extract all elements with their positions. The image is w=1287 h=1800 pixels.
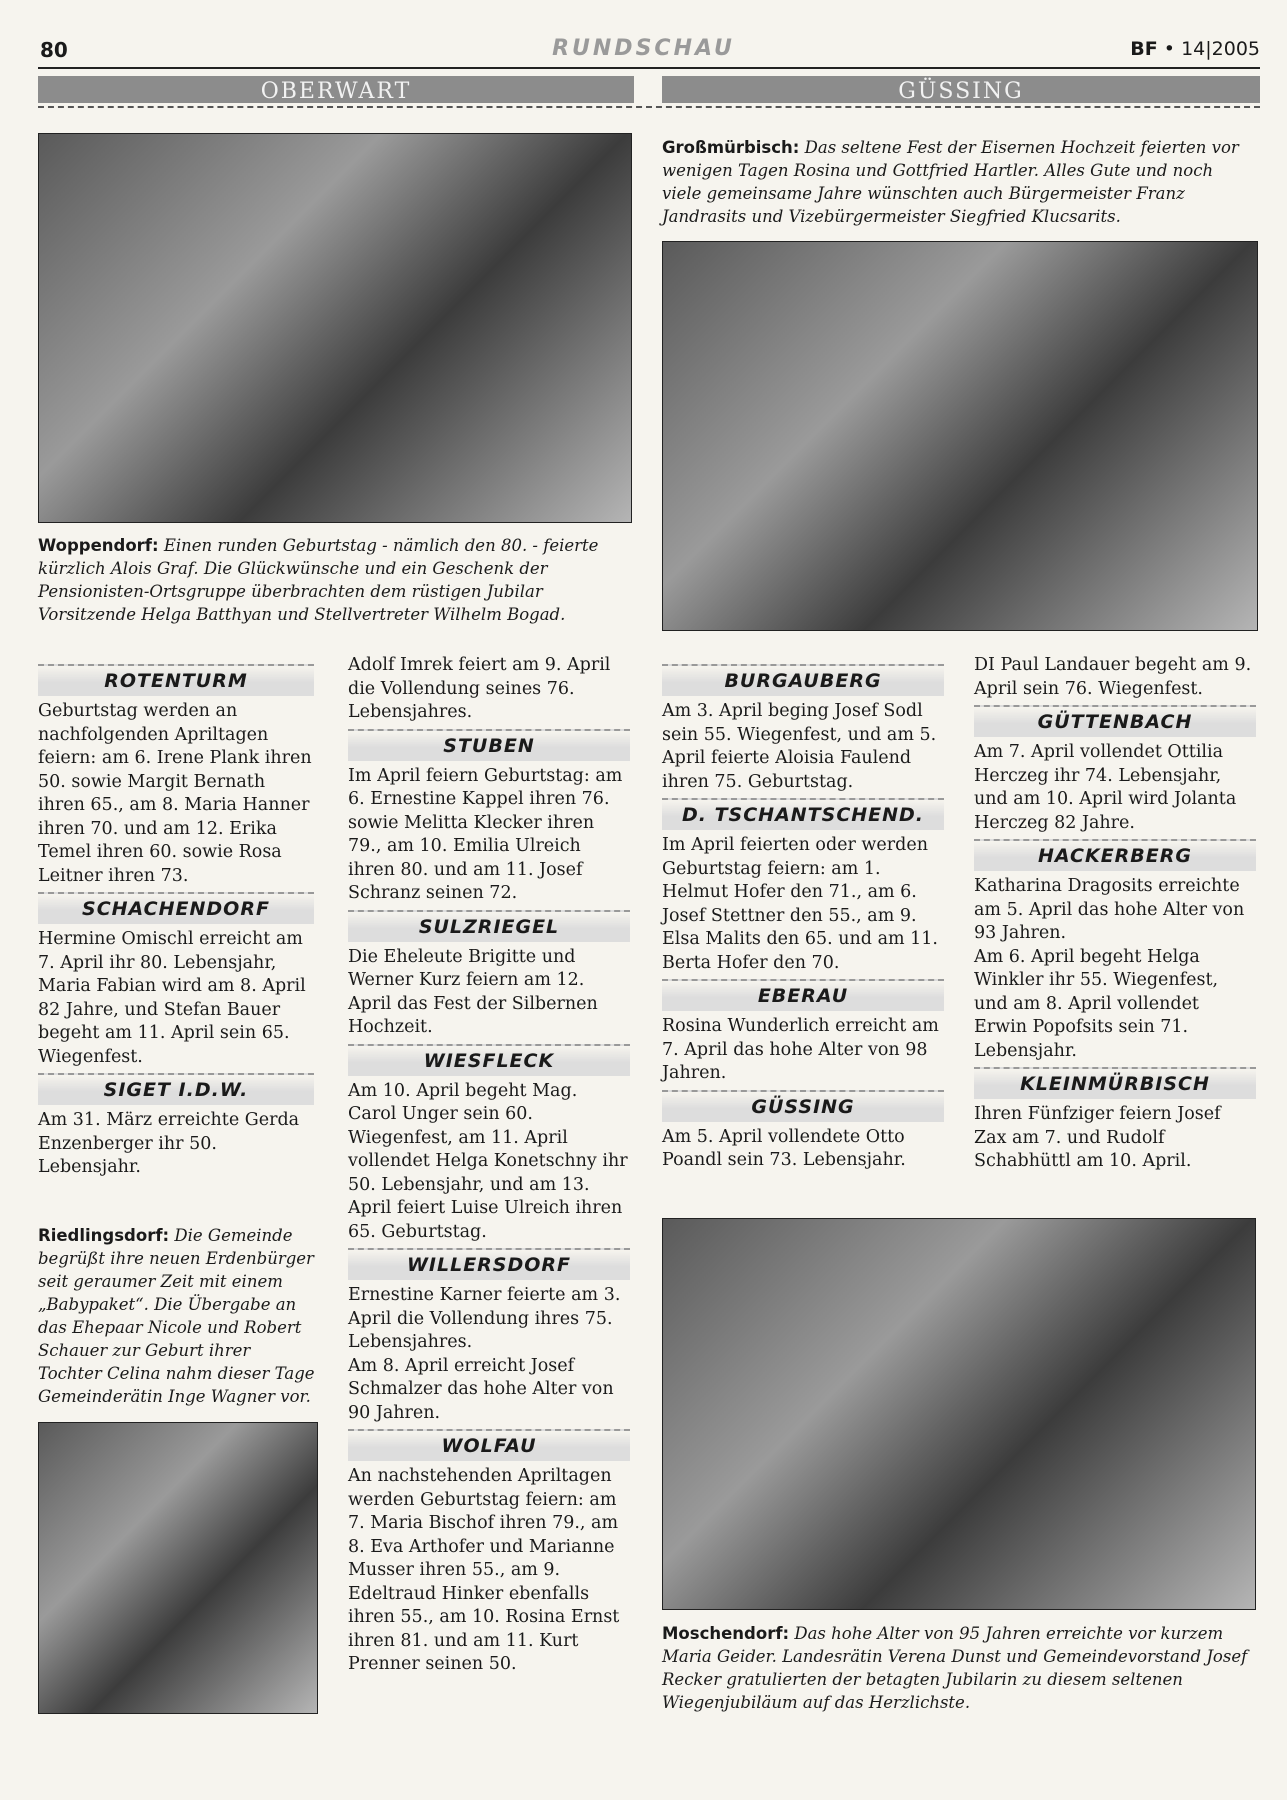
heading-rotenturm: ROTENTURM (38, 664, 314, 696)
heading-hackerberg: HACKERBERG (974, 839, 1256, 871)
heading-schachendorf: SCHACHENDORF (38, 892, 314, 924)
text-burgauberg: Am 3. April beging Josef Sodl sein 55. Wiegenfest, und am 5. April feierte Aloisia Faulend ihren 75. Geburtstag. (662, 701, 937, 792)
issue-info (1130, 38, 1260, 60)
header-dashed-rule (38, 106, 1260, 108)
heading-guettenbach: GÜTTENBACH (974, 705, 1256, 737)
text-siget: Am 31. März erreichte Gerda Enzenberger ihr 50. Lebensjahr. (38, 1110, 300, 1177)
text-eberau: Rosina Wunderlich erreicht am 7. April das hohe Alter von 98 Jahren. (662, 1016, 939, 1083)
text-hackerberg: Katharina Dragosits erreichte am 5. April das hohe Alter von 93 Jahren. (974, 876, 1245, 943)
text-guessing: Am 5. April vollendete Otto Poandl sein 73. Lebensjahr. (662, 1126, 906, 1170)
heading-eberau: EBERAU (662, 979, 944, 1011)
text-willersdorf: Ernestine Karner feierte am 3. April die Vollendung ihres 75. Lebensjahres. (348, 1285, 621, 1352)
heading-tschantschendorf: D. TSCHANTSCHEND. (662, 798, 944, 830)
region-band-guessing: GÜSSING (662, 76, 1260, 103)
caption-place: Riedlingsdorf: (38, 1226, 170, 1245)
caption-text: Das hohe Alter von 95 Jahren erreichte vor kurzem Maria Geider. Landesrätin Verena Dunst und Gemeindevorstand Josef Recker gratulierten der betagten Jubilarin zu diesem seltenen Wiegenjubiläum auf das Herzlichste. (662, 1624, 1248, 1712)
text-guettenbach: Am 7. April vollendet Ottilia Herczeg ihr 74. Lebensjahr, und am 10. April wird Jolanta Herczeg 82 Jahre. (974, 742, 1237, 833)
heading-burgauberg: BURGAUBERG (662, 664, 944, 696)
caption-text: Das seltene Fest der Eisernen Hochzeit feierten vor wenigen Tagen Rosina und Gottfried Hartler. Alles Gute und noch viele gemeinsame Jahre wünschten auch Bürgermeister Franz Jandrasits und Vizebürgermeister Siegfried Klucsarits. (662, 138, 1239, 226)
text-willersdorf-2: Am 8. April erreicht Josef Schmalzer das hohe Alter von 90 Jahren. (348, 1355, 614, 1423)
column-3 (662, 660, 944, 1173)
column-1 (38, 660, 314, 1180)
column-2 (348, 654, 630, 1677)
header-rule (38, 67, 1260, 69)
heading-stuben: STUBEN (348, 729, 630, 761)
caption-place: Moschendorf: (662, 1624, 790, 1643)
heading-willersdorf: WILLERSDORF (348, 1248, 630, 1280)
issue-separator: • (1163, 38, 1176, 60)
heading-guessing: GÜSSING (662, 1090, 944, 1122)
caption-woppendorf (38, 534, 630, 626)
issue-number: 14|2005 (1181, 38, 1260, 60)
text-wolfau: An nachstehenden Apriltagen werden Geburtstag feiern: am 7. Maria Bischof ihren 79., am 8. Eva Arthofer und Marianne Musser ihren 55., am 9. Edeltraud Hinker ebenfalls ihren 55., am 10. Rosina Ernst ihren 81. und am 11. Kurt Prenner seinen 50. (348, 1466, 620, 1674)
caption-place: Woppendorf: (38, 536, 159, 555)
text-hackerberg-2: Am 6. April begeht Helga Winkler ihr 55. Wiegenfest, und am 8. April vollendet Erwin Popofsits sein 71. Lebensjahr. (974, 946, 1219, 1061)
text-wiesfleck: Am 10. April begeht Mag. Carol Unger sein 60. Wiegenfest, am 11. April vollendet Helga Konetschny ihr 50. Lebensjahr, und am 13. April feiert Luise Ulreich ihren 65. Geburtstag. (348, 1080, 628, 1242)
region-band-oberwart: OBERWART (38, 76, 634, 103)
text-stuben: Im April feiern Geburtstag: am 6. Ernestine Kappel ihren 76. sowie Melitta Klecker ihren 79., am 10. Emilia Ulreich ihren 80. und am 11. Josef Schranz seinen 72. (348, 765, 623, 903)
column-4 (974, 654, 1256, 1174)
heading-kleinmuerbisch: KLEINMÜRBISCH (974, 1067, 1256, 1099)
heading-siget: SIGET I.D.W. (38, 1073, 314, 1105)
text-kleinmuerbisch: Ihren Fünfziger feiern Josef Zax am 7. und Rudolf Schabhüttl am 10. April. (974, 1104, 1221, 1171)
section-title: RUNDSCHAU (552, 36, 735, 61)
heading-sulzriegel: SULZRIEGEL (348, 910, 630, 942)
photo-riedlingsdorf (38, 1422, 318, 1714)
text-imrek: Adolf Imrek feiert am 9. April die Vollendung seines 76. Lebensjahres. (348, 655, 611, 722)
caption-text: Die Gemeinde begrüßt ihre neuen Erdenbürger seit geraumer Zeit mit einem „Babypaket“. Die Übergabe an das Ehepaar Nicole und Robert Schauer zur Geburt ihrer Tochter Celina nahm dieser Tage Gemeinderätin Inge Wagner vor. (38, 1226, 315, 1406)
text-rotenturm: Geburtstag werden an nachfolgenden Apriltagen feiern: am 6. Irene Plank ihren 50. sowie Margit Bernath ihren 65., am 8. Maria Hanner ihren 70. und am 12. Erika Temel ihren 60. sowie Rosa Leitner ihren 73. (38, 701, 312, 886)
caption-grossmuerbisch (662, 136, 1256, 228)
heading-wolfau: WOLFAU (348, 1429, 630, 1461)
text-landauer: DI Paul Landauer begeht am 9. April sein 76. Wiegenfest. (974, 655, 1252, 699)
photo-woppendorf (38, 133, 632, 523)
photo-grossmuerbisch (662, 241, 1258, 631)
text-tschantschendorf: Im April feierten oder werden Geburtstag feiern: am 1. Helmut Hofer den 71., am 6. Josef Stettner den 55., am 9. Elsa Malits den 65. und am 11. Berta Hofer den 70. (662, 835, 938, 973)
page-number: 80 (40, 38, 68, 62)
caption-text: Einen runden Geburtstag - nämlich den 80. - feierte kürzlich Alois Graf. Die Glückwünsche und ein Geschenk der Pensionisten-Ortsgruppe überbrachten dem rüstigen Jubilar Vorsitzende Helga Batthyan und Stellvertreter Wilhelm Bogad. (38, 536, 599, 624)
caption-moschendorf (662, 1622, 1256, 1714)
heading-wiesfleck: WIESFLECK (348, 1044, 630, 1076)
text-schachendorf: Hermine Omischl erreicht am 7. April ihr 80. Lebensjahr, Maria Fabian wird am 8. April 82 Jahre, und Stefan Bauer begeht am 11. April sein 65. Wiegenfest. (38, 929, 306, 1067)
text-sulzriegel: Die Eheleute Brigitte und Werner Kurz feiern am 12. April das Fest der Silbernen Hochzeit. (348, 946, 598, 1037)
issue-brand: BF (1130, 38, 1158, 60)
photo-moschendorf (662, 1218, 1256, 1610)
caption-riedlingsdorf (38, 1224, 316, 1408)
caption-place: Großmürbisch: (662, 138, 800, 157)
